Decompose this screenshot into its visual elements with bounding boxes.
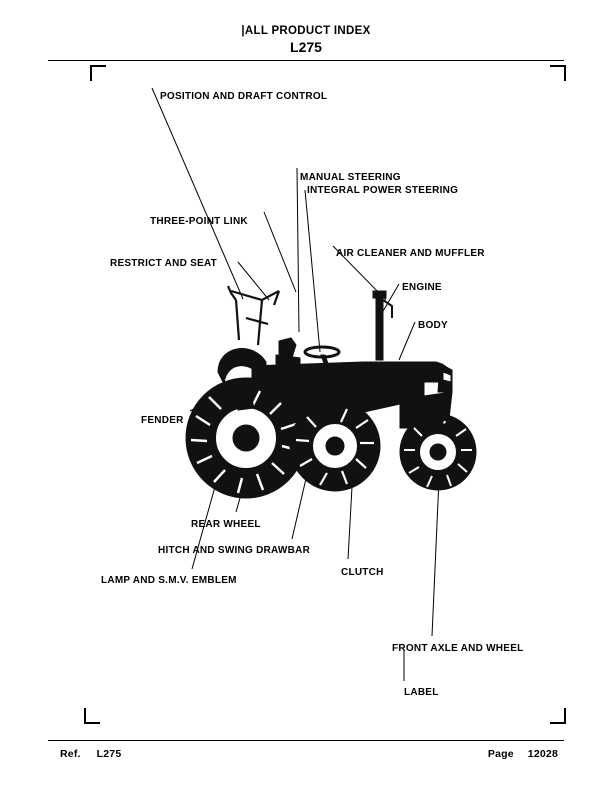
model-title: L275 [290, 39, 322, 55]
reference-info [60, 748, 121, 760]
callout-body: BODY [418, 320, 448, 331]
callout-manual-steering: MANUAL STEERING [300, 172, 401, 183]
reference-value: L275 [96, 748, 122, 760]
callout-front-axle-and-wheel: FRONT AXLE AND WHEEL [392, 643, 524, 654]
callout-integral-power-steering: INTEGRAL POWER STEERING [307, 185, 459, 196]
callout-hitch-and-swing-drawbar: HITCH AND SWING DRAWBAR [158, 545, 311, 556]
callout-rear-wheel: REAR WHEEL [191, 519, 261, 530]
tractor-silhouette [186, 286, 476, 498]
callout-lamp-and-smv-emblem: LAMP AND S.M.V. EMBLEM [101, 575, 237, 586]
page-header [0, 24, 612, 56]
callout-restrict-and-seat: RESTRICT AND SEAT [110, 258, 218, 269]
crop-mark-bottom-left [84, 708, 100, 724]
page-title: |ALL PRODUCT INDEX [241, 25, 371, 37]
page-number: 12028 [527, 748, 558, 760]
header-divider [48, 60, 564, 61]
callout-position-and-draft-control: POSITION AND DRAFT CONTROL [160, 91, 328, 102]
page-footer [48, 746, 564, 766]
crop-mark-bottom-right [550, 708, 566, 724]
crop-mark-top-left [90, 65, 106, 81]
page-info [488, 748, 558, 760]
callout-engine: ENGINE [402, 282, 442, 293]
callout-clutch: CLUTCH [341, 567, 384, 578]
callout-label: LABEL [404, 687, 439, 698]
callout-three-point-link: THREE-POINT LINK [150, 216, 248, 227]
callout-fender: FENDER [141, 415, 184, 426]
crop-mark-top-right [550, 65, 566, 81]
callout-air-cleaner-and-muffler: AIR CLEANER AND MUFFLER [336, 248, 485, 259]
page-label: Page [487, 748, 514, 760]
reference-label: Ref. [60, 748, 81, 760]
footer-divider [48, 740, 564, 741]
